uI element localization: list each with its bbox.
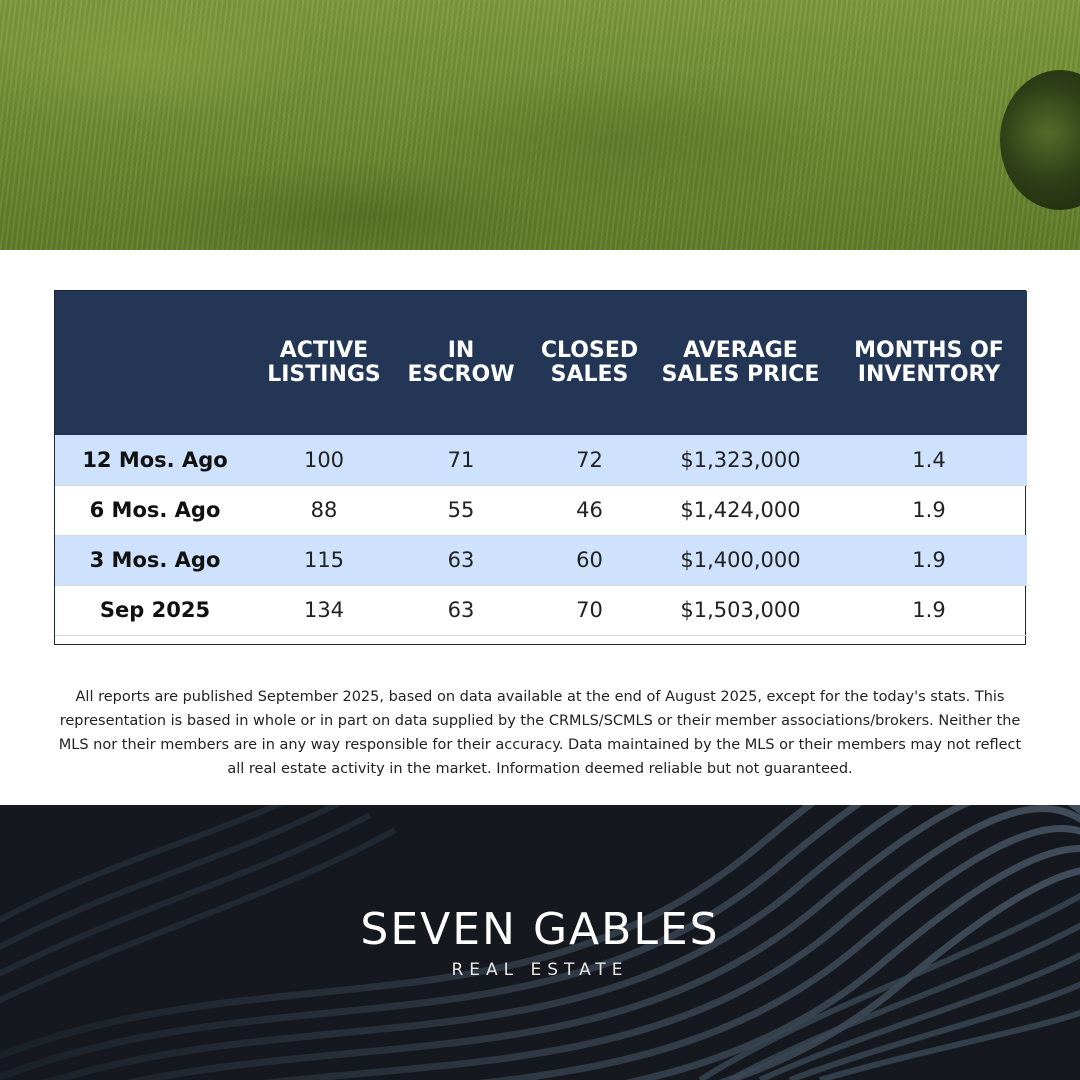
header-in-escrow: [393, 291, 529, 435]
row-label: 3 Mos. Ago: [89, 548, 221, 572]
cell-active-listings: 88: [310, 498, 338, 522]
cell-average-sales-price: $1,503,000: [680, 598, 801, 622]
cell-in-escrow: 71: [447, 447, 475, 472]
row-label: 6 Mos. Ago: [89, 498, 221, 522]
brand-subtitle: REAL ESTATE: [451, 960, 629, 980]
cell-average-sales-price: $1,424,000: [680, 498, 801, 522]
market-stats-table: [54, 290, 1026, 645]
cell-months-of-inventory: 1.4: [912, 447, 946, 472]
header-blank: [55, 291, 255, 435]
header-line: LISTINGS: [267, 362, 381, 387]
cell-average-sales-price: $1,400,000: [680, 548, 801, 572]
row-label: Sep 2025: [99, 598, 211, 622]
header-line: CLOSED: [540, 338, 639, 363]
cell-in-escrow: 63: [447, 548, 475, 572]
header-line: MONTHS OF: [854, 338, 1004, 363]
header-average-sales-price: [650, 291, 831, 435]
cell-active-listings: 134: [303, 598, 345, 622]
header-active-listings: [255, 291, 393, 435]
header-months-of-inventory: [831, 291, 1027, 435]
cell-active-listings: 100: [303, 447, 345, 472]
header-closed-sales: [529, 291, 650, 435]
table-row: [55, 535, 1027, 585]
brand-name: SEVEN GABLES: [360, 904, 720, 955]
table-row: [55, 585, 1027, 635]
cell-active-listings: 115: [303, 548, 345, 572]
disclaimer-text: All reports are published September 2025, based on data available at the end of August 2025, except for the today's stats. This representation is based in whole or in part on data supplied by the CRMLS/SCMLS or their member associations/brokers. Neither the MLS nor their members are in any way responsible for their accuracy. Data maintained by the MLS or their members may not reflect all real estate activity in the market. Information deemed reliable but not guaranteed.: [58, 689, 1022, 777]
cell-closed-sales: 60: [576, 548, 603, 572]
hero-lawn-image: [0, 0, 1080, 250]
header-line: INVENTORY: [857, 362, 1001, 387]
header-line: ACTIVE: [279, 338, 369, 363]
cell-months-of-inventory: 1.9: [912, 598, 946, 622]
cell-months-of-inventory: 1.9: [912, 498, 946, 522]
table-header-row: [55, 291, 1027, 435]
shrub-image: [1000, 70, 1080, 210]
cell-closed-sales: 46: [576, 498, 603, 522]
brand-footer: [0, 805, 1080, 1080]
cell-closed-sales: 70: [576, 598, 603, 622]
brand-logo: [0, 905, 1080, 981]
table-row: [55, 435, 1027, 485]
row-label: 12 Mos. Ago: [82, 447, 228, 472]
table-row: [55, 485, 1027, 535]
cell-in-escrow: 63: [447, 598, 475, 622]
header-line: SALES: [550, 362, 629, 387]
cell-in-escrow: 55: [447, 498, 475, 522]
header-line: ESCROW: [407, 362, 515, 387]
cell-months-of-inventory: 1.9: [912, 548, 946, 572]
cell-average-sales-price: $1,323,000: [680, 447, 801, 472]
header-line: IN: [447, 338, 475, 363]
header-line: AVERAGE: [683, 338, 798, 363]
cell-closed-sales: 72: [576, 447, 603, 472]
header-line: SALES PRICE: [661, 362, 820, 387]
